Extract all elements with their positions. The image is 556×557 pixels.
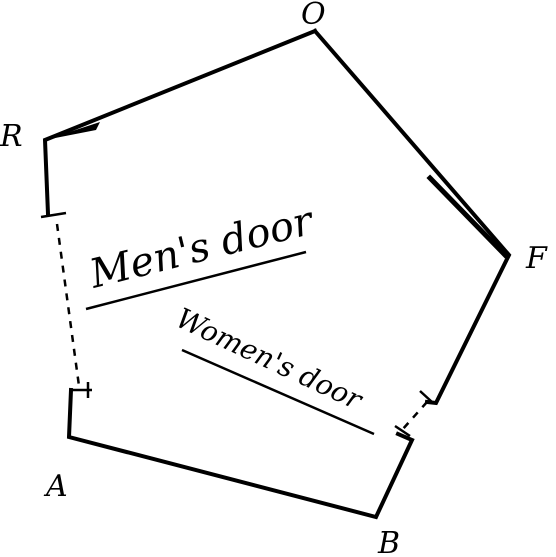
- wall-o-f-thick: [430, 178, 505, 255]
- men-door-opening: [57, 224, 79, 386]
- men-door-label: Men's door: [85, 198, 318, 298]
- wall-r-thickening: [45, 122, 100, 140]
- women-door-opening: [402, 402, 427, 430]
- women-door-label: Women's door: [171, 301, 368, 417]
- wall-o-f: [315, 31, 509, 403]
- vertex-label-r: R: [0, 119, 23, 154]
- vertex-label-f: F: [526, 241, 547, 276]
- men-door-jamb-top: [41, 213, 66, 217]
- wall-a-b: [69, 390, 412, 517]
- vertex-label-b: B: [378, 526, 401, 557]
- wall-r-segment: [45, 31, 315, 214]
- vertex-label-o: O: [301, 0, 326, 32]
- vertex-label-a: A: [46, 469, 68, 504]
